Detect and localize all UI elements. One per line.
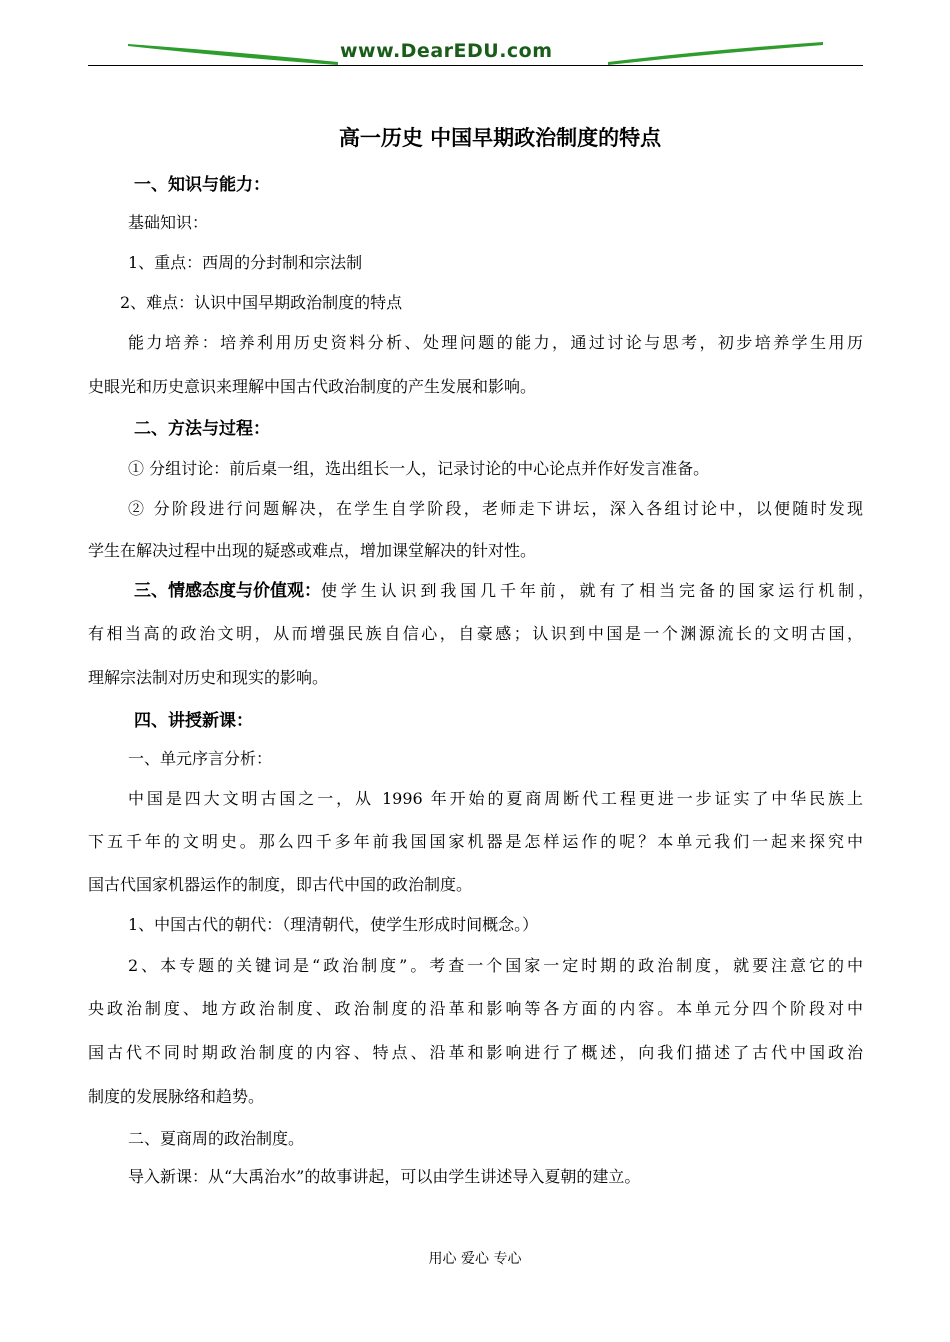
ability-text-line: 能力培养：培养利用历史资料分析、处理问题的能力，通过讨论与思考，初步培养学生用历 [128, 333, 863, 352]
xia-shang-zhou-heading: 二、夏商周的政治制度。 [128, 1129, 305, 1148]
difficulty-line: 2、难点：认识中国早期政治制度的特点 [120, 293, 403, 312]
section-heading-knowledge: 一、知识与能力： [134, 175, 270, 195]
method-item-2-line: 学生在解决过程中出现的疑惑或难点，增加课堂解决的针对性。 [88, 541, 537, 560]
section-heading-emotion: 三、情感态度与价值观： [134, 581, 321, 601]
emotion-text-line: 有相当高的政治文明，从而增强民族自信心，自豪感；认识到中国是一个渊源流长的文明古国， [88, 624, 863, 643]
section-heading-method: 二、方法与过程： [134, 419, 270, 439]
method-item-2-line: ② 分阶段进行问题解决，在学生自学阶段，老师走下讲坛，深入各组讨论中，以便随时发现 [128, 499, 863, 518]
header-divider [88, 65, 863, 66]
keyword-paragraph-line: 制度的发展脉络和趋势。 [88, 1087, 265, 1106]
ability-text-line: 史眼光和历史意识来理解中国古代政治制度的产生发展和影响。 [88, 377, 537, 396]
section-heading-lecture: 四、讲授新课： [134, 711, 253, 731]
preface-paragraph-line: 下五千年的文明史。那么四千多年前我国国家机器是怎样运作的呢？本单元我们一起来探究中 [88, 832, 863, 851]
basic-knowledge-label: 基础知识： [128, 213, 209, 232]
document-title: 高一历史 中国早期政治制度的特点 [338, 126, 662, 150]
key-point-line: 1、重点：西周的分封制和宗法制 [128, 253, 363, 272]
emotion-text-line: 使学生认识到我国几千年前，就有了相当完备的国家运行机制， [321, 581, 874, 600]
emotion-paragraph-first-line [134, 576, 874, 601]
left-swoosh-icon [128, 44, 338, 65]
keyword-paragraph-line: 2、本专题的关键词是“政治制度”。考查一个国家一定时期的政治制度，就要注意它的中 [128, 956, 863, 975]
keyword-paragraph-line: 国古代不同时期政治制度的内容、特点、沿革和影响进行了概述，向我们描述了古代中国政治 [88, 1043, 863, 1062]
dynasty-line: 1、中国古代的朝代：（理清朝代，使学生形成时间概念。） [128, 915, 539, 934]
method-item-1: ① 分组讨论：前后桌一组，选出组长一人，记录讨论的中心论点并作好发言准备。 [128, 459, 710, 478]
preface-paragraph-line: 中国是四大文明古国之一，从 1996 年开始的夏商周断代工程更进一步证实了中华民族上 [128, 789, 863, 808]
keyword-paragraph-line: 央政治制度、地方政治制度、政治制度的沿革和影响等各方面的内容。本单元分四个阶段对中 [88, 999, 863, 1018]
preface-paragraph-line: 国古代国家机器运作的制度，即古代中国的政治制度。 [88, 875, 473, 894]
emotion-text-line: 理解宗法制对历史和现实的影响。 [88, 668, 329, 687]
unit-preface-heading: 一、单元序言分析： [128, 749, 273, 768]
right-swoosh-icon [608, 42, 823, 65]
lesson-intro-line: 导入新课：从“大禹治水”的故事讲起，可以由学生讲述导入夏朝的建立。 [128, 1167, 641, 1186]
page-footer: 用心 爱心 专心 [428, 1251, 522, 1267]
site-logo[interactable]: www.DearEDU.com [340, 40, 553, 62]
